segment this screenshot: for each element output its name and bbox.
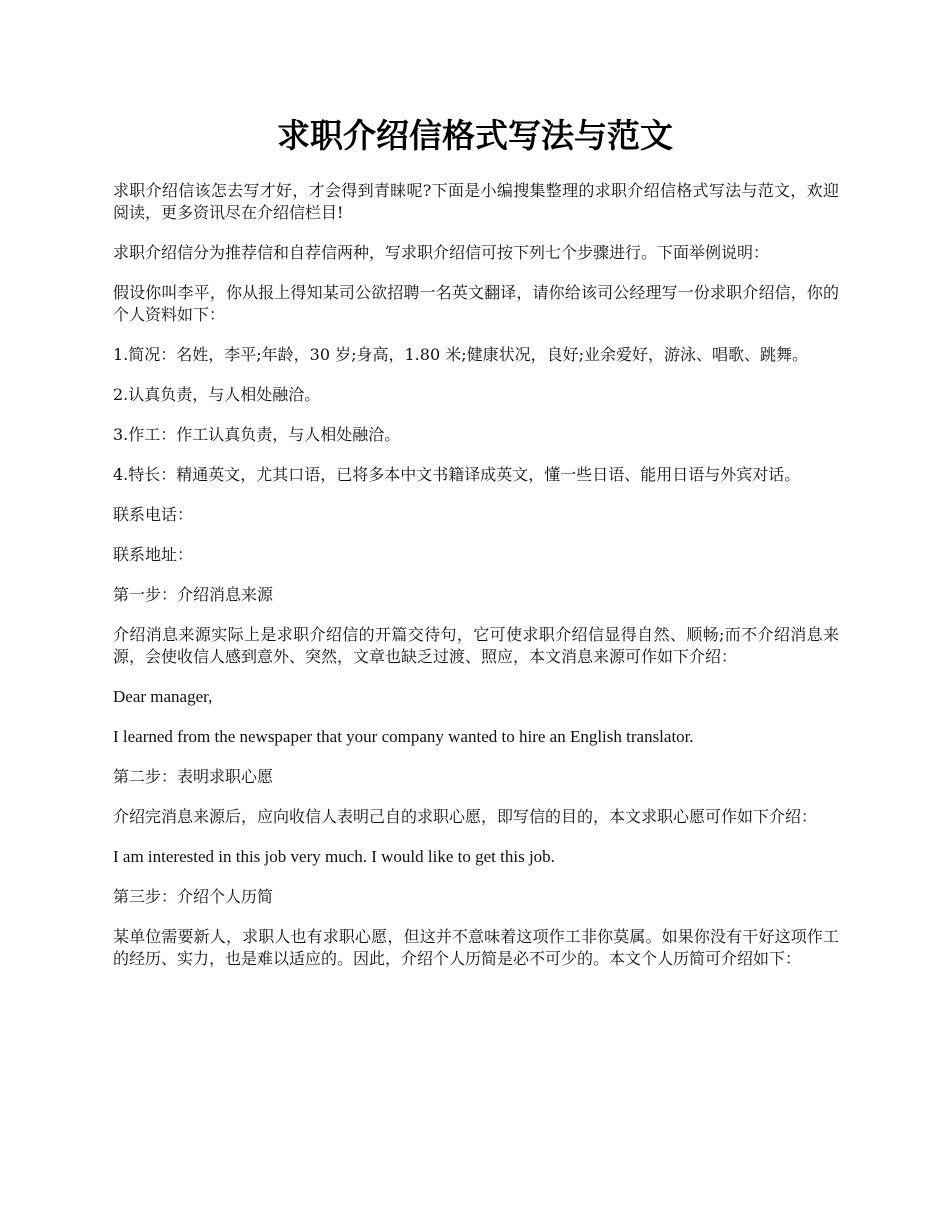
- step-1-heading: 第一步：介绍消息来源: [113, 585, 274, 604]
- step-2-text: 介绍完消息来源后，应向收信人表明己自的求职心愿，即写信的目的，本文求职心愿可作如下介绍：: [113, 807, 818, 826]
- step-2-heading: 第二步：表明求职心愿: [113, 767, 274, 786]
- step-3-heading: 第三步：介绍个人历简: [113, 887, 274, 906]
- paragraph-types: 求职介绍信分为推荐信和自荐信两种，写求职介绍信可按下列七个步骤进行。下面举例说明：: [113, 243, 770, 262]
- step-3-text: 某单位需要新人，求职人也有求职心愿，但这并不意味着这项作工非你莫属。如果你没有干好这项作工的经历、实力，也是难以适应的。因此，介绍个人历简是必不可少的。本文个人历简可介绍如下：: [113, 927, 839, 968]
- paragraph-phone: 联系电话：: [113, 505, 194, 524]
- paragraph-profile-2: 2.认真负责，与人相处融洽。: [113, 385, 321, 404]
- paragraph-profile-1: 1.简况：名姓，李平;年龄，30 岁;身高，1.80 米;健康状况，良好;业余爱好，游泳、唱歌、跳舞。: [113, 345, 808, 364]
- step-1-text: 介绍消息来源实际上是求职介绍信的开篇交待句，它可使求职介绍信显得自然、顺畅;而不介绍消息来源，会使收信人感到意外、突然，文章也缺乏过渡、照应，本文消息来源可作如下介绍：: [113, 625, 839, 666]
- document-title: 求职介绍信格式写法与范文: [277, 116, 673, 155]
- letter-salutation: Dear manager,: [113, 687, 213, 706]
- document-body: [113, 180, 839, 988]
- letter-wish-sentence: I am interested in this job very much. I would like to get this job.: [113, 847, 555, 866]
- paragraph-scenario: 假设你叫李平，你从报上得知某司公欲招聘一名英文翻译，请你给该司公经理写一份求职介绍信，你的个人资料如下：: [113, 283, 839, 324]
- paragraph-profile-3: 3.作工：作工认真负责，与人相处融洽。: [113, 425, 401, 444]
- paragraph-intro: 求职介绍信该怎去写才好，才会得到青睐呢?下面是小编搜集整理的求职介绍信格式写法与范文，欢迎阅读，更多资讯尽在介绍信栏目!: [113, 181, 839, 222]
- paragraph-address: 联系地址：: [113, 545, 194, 564]
- letter-source-sentence: I learned from the newspaper that your company wanted to hire an English translator.: [113, 727, 694, 746]
- paragraph-profile-4: 4.特长：精通英文，尤其口语，已将多本中文书籍译成英文，懂一些日语、能用日语与外宾对话。: [113, 465, 801, 484]
